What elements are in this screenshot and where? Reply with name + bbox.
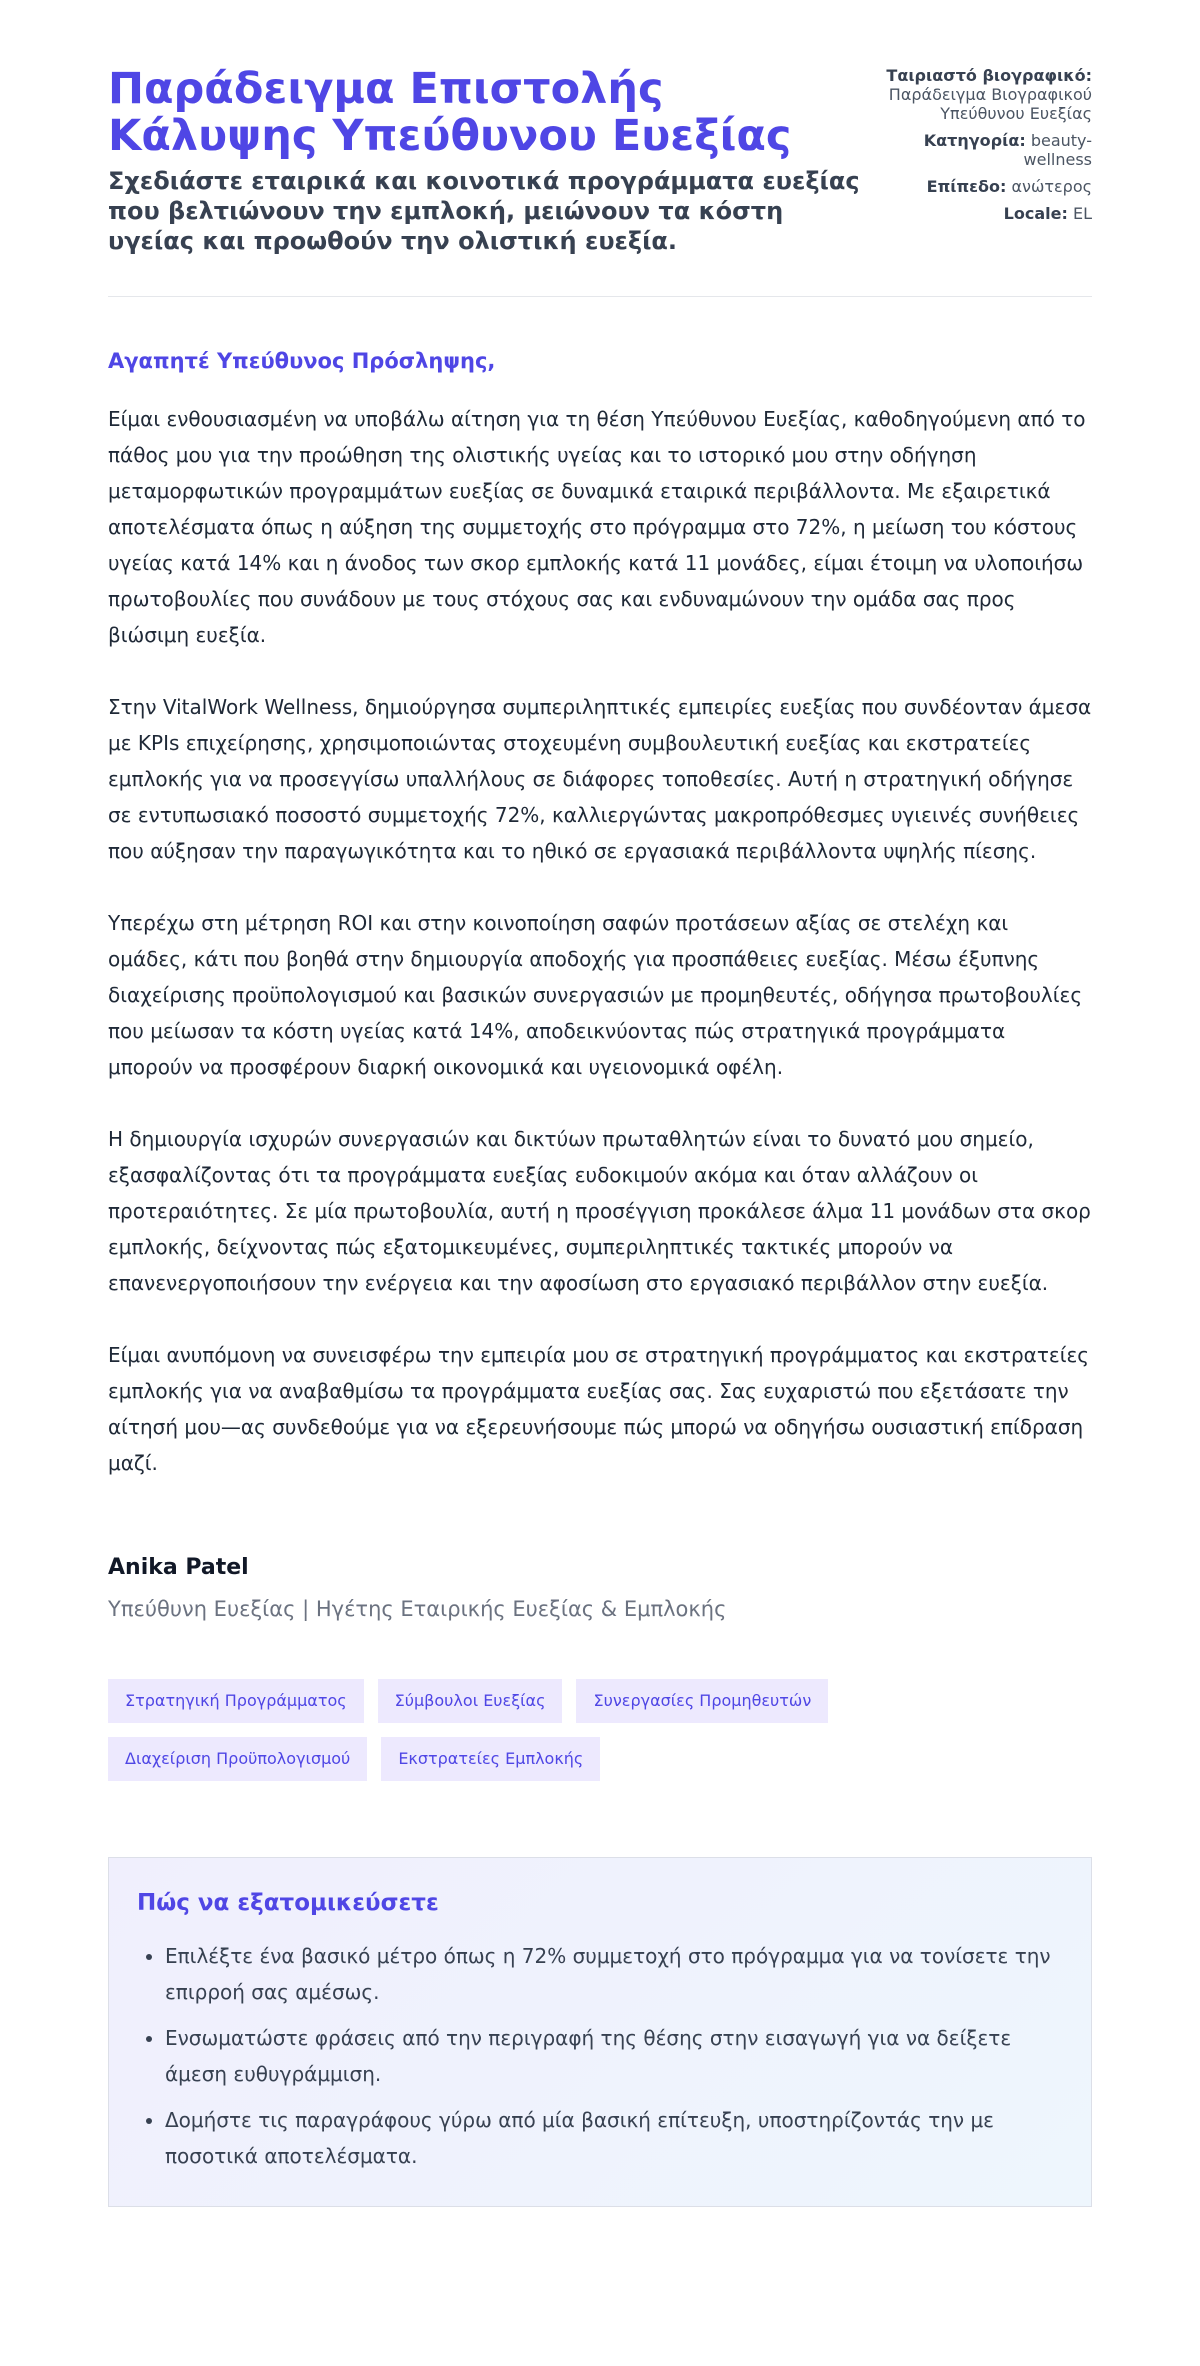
letter-paragraph: Η δημιουργία ισχυρών συνεργασιών και δικτύων πρωταθλητών είναι το δυνατό μου σημείο, εξασφαλίζοντας ότι τα προγράμματα ευεξίας ευδοκιμούν ακόμα και όταν αλλάζουν οι προτεραιότητες. Σε μία πρωτοβουλία, αυτή η προσέγγιση προκάλεσε άλμα 11 μονάδων στα σκορ εμπλοκής, δείχνοντας πώς εξατομικευμένες, συμπεριληπτικές τακτικές μπορούν να επανενεργοποιήσουν την ενέργεια και την αφοσίωση στο εργασιακό περιβάλλον στην ευεξία. bbox=[108, 1127, 1091, 1295]
skill-tag: Συνεργασίες Προμηθευτών bbox=[576, 1679, 828, 1723]
skill-tag: Στρατηγική Προγράμματος bbox=[108, 1679, 364, 1723]
letter-paragraph: Είμαι ενθουσιασμένη να υποβάλω αίτηση για τη θέση Υπεύθυνου Ευεξίας, καθοδηγούμενη από το πάθος μου για την προώθηση της ολιστικής υγείας και το ιστορικό μου στην οδήγηση μεταμορφωτικών προγραμμάτων ευεξίας σε δυναμικά εταιρικά περιβάλλοντα. Με εξαιρετικά αποτελέσματα όπως η αύξηση της συμμετοχής στο πρόγραμμα στο 72%, η μείωση του κόστους υγείας κατά 14% και η άνοδος των σκορ εμπλοκής κατά 11 μονάδες, είμαι έτοιμη να υλοποιήσω πρωτοβουλίες που συνάδουν με τους στόχους σας και ενδυναμώνουν την ομάδα σας προς βιώσιμη ευεξία. bbox=[108, 407, 1086, 647]
meta-category-value: beauty-wellness bbox=[1023, 131, 1092, 169]
meta-level bbox=[882, 177, 1092, 196]
tip-item: • Επιλέξτε ένα βασικό μέτρο όπως η 72% συμμετοχή στο πρόγραμμα για να τονίσετε την επιρροή σας αμέσως. bbox=[165, 1938, 1063, 2010]
letter-paragraph: Είμαι ανυπόμονη να συνεισφέρω την εμπειρία μου σε στρατηγική προγράμματος και εκστρατείες εμπλοκής για να αναβαθμίσω τα προγράμματα ευεξίας σας. Σας ευχαριστώ που εξετάσατε την αίτησή μου—ας συνδεθούμε για να εξερευνήσουμε πώς μπορώ να οδηγήσω ουσιαστική επίδραση μαζί. bbox=[108, 1343, 1090, 1475]
meta-locale-label: Locale: bbox=[1003, 204, 1068, 223]
meta-resume-label: Ταιριαστό βιογραφικό: bbox=[886, 66, 1092, 85]
meta-locale-value: EL bbox=[1072, 204, 1092, 223]
meta-category-label: Κατηγορία: bbox=[923, 131, 1026, 150]
meta-category bbox=[882, 131, 1092, 169]
skill-tag: Διαχείριση Προϋπολογισμού bbox=[108, 1737, 367, 1781]
signature-role: Υπεύθυνη Ευεξίας | Ηγέτης Εταιρικής Ευεξίας & Εμπλοκής bbox=[108, 1597, 727, 1621]
meta-level-value: ανώτερος bbox=[1011, 177, 1092, 196]
tip-item: • Δομήστε τις παραγράφους γύρω από μία βασική επίτευξη, υποστηρίζοντάς την με ποσοτικά αποτελέσματα. bbox=[165, 2102, 1063, 2174]
signature-name: Anika Patel bbox=[108, 1555, 249, 1580]
tip-item: • Ενσωματώστε φράσεις από την περιγραφή της θέσης στην εισαγωγή για να δείξετε άμεση ευθυγράμμιση. bbox=[165, 2020, 1063, 2092]
letter-greeting: Αγαπητέ Υπεύθυνος Πρόσληψης, bbox=[108, 349, 496, 373]
meta-locale bbox=[882, 204, 1092, 223]
skill-tag: Εκστρατείες Εμπλοκής bbox=[381, 1737, 600, 1781]
letter-body bbox=[108, 401, 1092, 1481]
letter-paragraph: Στην VitalWork Wellness, δημιούργησα συμπεριληπτικές εμπειρίες ευεξίας που συνδέονταν άμεσα με KPIs επιχείρησης, χρησιμοποιώντας στοχευμένη συμβουλευτική ευεξίας και εκστρατείες εμπλοκής για να προσεγγίσω υπαλλήλους σε διάφορες τοποθεσίες. Αυτή η στρατηγική οδήγησε σε εντυπωσιακό ποσοστό συμμετοχής 72%, καλλιεργώντας μακροπρόθεσμες υγιεινές συνήθειες που αύξησαν την παραγωγικότητα και το ηθικό σε εργασιακά περιβάλλοντα υψηλής πίεσης. bbox=[108, 695, 1092, 863]
skill-tags bbox=[108, 1679, 908, 1781]
tips-title: Πώς να εξατομικεύσετε bbox=[137, 1890, 439, 1916]
signature-block bbox=[108, 1553, 1092, 1623]
header-titles bbox=[108, 66, 868, 256]
skill-tag: Σύμβουλοι Ευεξίας bbox=[378, 1679, 563, 1723]
page-title: Παράδειγμα Επιστολής Κάλυψης Υπεύθυνου Ευεξίας bbox=[108, 64, 792, 161]
customization-tips-box bbox=[108, 1857, 1092, 2207]
letter-paragraph: Υπερέχω στη μέτρηση ROI και στην κοινοποίηση σαφών προτάσεων αξίας σε στελέχη και ομάδες, κάτι που βοηθά στην δημιουργία αποδοχής για προσπάθειες ευεξίας. Μέσω έξυπνης διαχείρισης προϋπολογισμού και βασικών συνεργασιών με προμηθευτές, οδήγησα πρωτοβουλίες που μείωσαν τα κόστη υγείας κατά 14%, αποδεικνύοντας πώς στρατηγικά προγράμματα μπορούν να προσφέρουν διαρκή οικονομικά και υγειονομικά οφέλη. bbox=[108, 911, 1083, 1079]
tips-list bbox=[137, 1938, 1063, 2174]
meta-level-label: Επίπεδο: bbox=[926, 177, 1007, 196]
page-subtitle: Σχεδιάστε εταιρικά και κοινοτικά προγράμματα ευεξίας που βελτιώνουν την εμπλοκή, μειώνουν τα κόστη υγείας και προωθούν την ολιστική ευεξία. bbox=[108, 167, 860, 255]
meta-panel bbox=[882, 66, 1092, 231]
meta-resume-value: Παράδειγμα Βιογραφικού Υπεύθυνου Ευεξίας bbox=[888, 85, 1092, 123]
page-header bbox=[108, 66, 1092, 297]
meta-resume bbox=[882, 66, 1092, 123]
